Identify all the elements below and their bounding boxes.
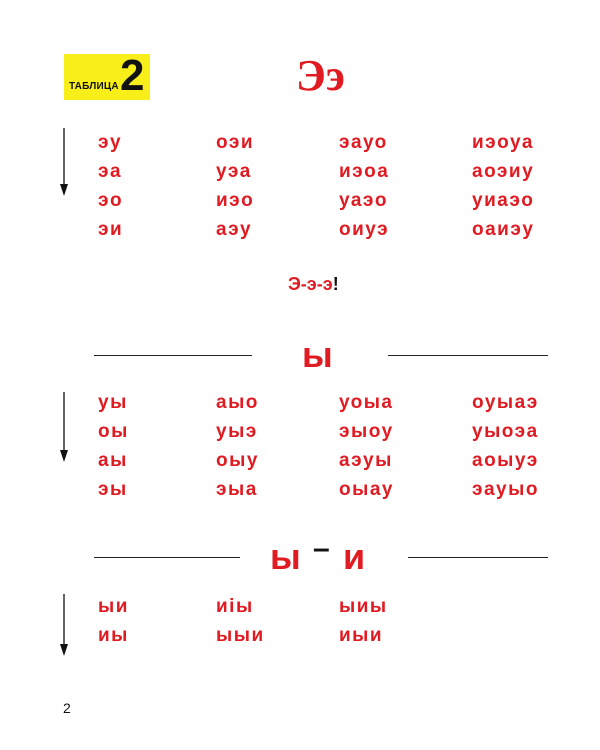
exclamation-text: Э-э-э — [288, 274, 333, 294]
page-title: Ээ — [296, 51, 345, 100]
divider-left — [94, 557, 240, 558]
syllable: оэи — [216, 132, 255, 153]
syllable: иiы — [216, 596, 254, 617]
divider-right — [388, 355, 548, 356]
down-arrow-icon — [58, 594, 70, 658]
syllable: ыиы — [339, 596, 388, 617]
syllable: аоыуэ — [472, 450, 539, 471]
syllable: эыоу — [339, 421, 394, 442]
syllable: эо — [98, 190, 124, 211]
syllable: аыо — [216, 392, 259, 413]
syllable: иы — [98, 625, 129, 646]
syllable: иыи — [339, 625, 384, 646]
syllable: эу — [98, 132, 123, 153]
section2-title: ы — [302, 334, 333, 375]
syllable: уиаэо — [472, 190, 535, 211]
syllable: эауыо — [472, 479, 539, 500]
section3-title-left: ы — [270, 536, 301, 577]
syllable: аэу — [216, 219, 253, 240]
divider-right — [408, 557, 548, 558]
syllable: ыыи — [216, 625, 265, 646]
badge-number: 2 — [120, 51, 145, 100]
down-arrow-icon — [58, 392, 70, 464]
syllable: оаиэу — [472, 219, 535, 240]
syllable: эауо — [339, 132, 388, 153]
syllable: эы — [98, 479, 128, 500]
syllable: оы — [98, 421, 129, 442]
syllable: оыау — [339, 479, 394, 500]
syllable: уыоэа — [472, 421, 539, 442]
syllable: ыи — [98, 596, 129, 617]
badge-label: ТАБЛИЦА — [69, 81, 119, 92]
exclamation-mark: ! — [332, 274, 339, 294]
syllable: иэоуа — [472, 132, 534, 153]
syllable: эи — [98, 219, 124, 240]
syllable: оыу — [216, 450, 259, 471]
syllable: уоыа — [339, 392, 394, 413]
syllable: оиуэ — [339, 219, 390, 240]
syllable: уэа — [216, 161, 252, 182]
table-badge — [64, 51, 150, 100]
down-arrow-icon — [58, 128, 70, 198]
syllable: эа — [98, 161, 123, 182]
section3-title-right: и — [343, 536, 366, 577]
syllable: эыа — [216, 479, 258, 500]
syllable: уыэ — [216, 421, 258, 442]
syllable: иэо — [216, 190, 255, 211]
syllable: аоэиу — [472, 161, 535, 182]
section3-title-dash: – — [313, 532, 330, 565]
syllable: аэуы — [339, 450, 393, 471]
syllable: аы — [98, 450, 128, 471]
syllable: иэоа — [339, 161, 390, 182]
syllable: уы — [98, 392, 128, 413]
syllable: оуыаэ — [472, 392, 539, 413]
syllable: уаэо — [339, 190, 388, 211]
exclamation — [288, 274, 339, 295]
page-number: 2 — [63, 700, 71, 716]
divider-left — [94, 355, 252, 356]
